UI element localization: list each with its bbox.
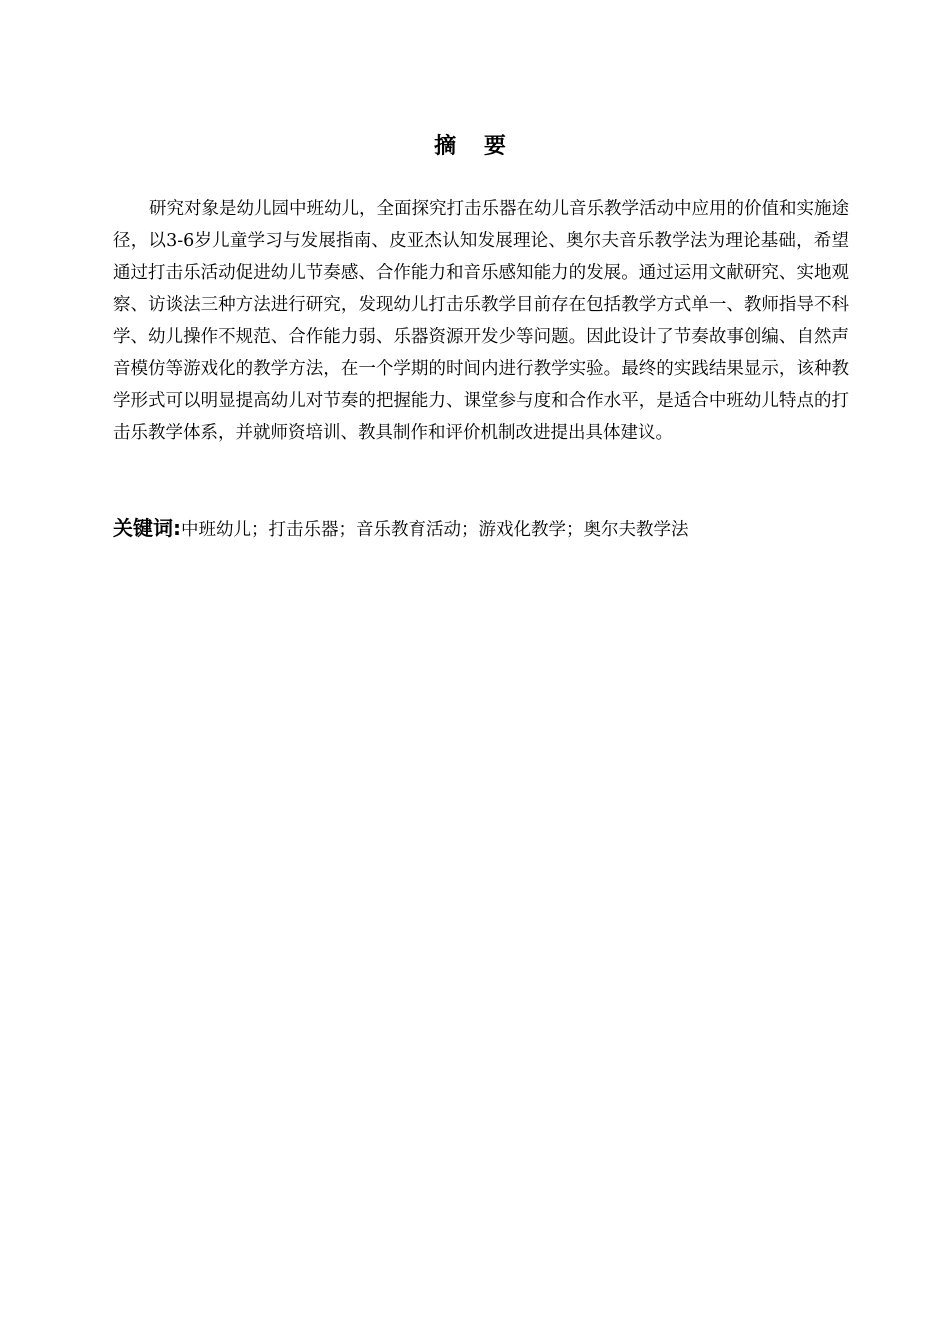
abstract-title: 摘 要 [434, 134, 516, 159]
abstract-body: 研究对象是幼儿园中班幼儿，全面探究打击乐器在幼儿音乐教学活动中应用的价值和实施途径，以3-6岁儿童学习与发展指南、皮亚杰认知发展理论、奥尔夫音乐教学法为理论基础，希望通过打击乐活动促进幼儿节奏感、合作能力和音乐感知能力的发展。通过运用文献研究、实地观察、访谈法三种方法进行研究，发现幼儿打击乐教学目前存在包括教学方式单一、教师指导不科学、幼儿操作不规范、合作能力弱、乐器资源开发少等问题。因此设计了节奏故事创编、自然声音模仿等游戏化的教学方法，在一个学期的时间内进行教学实验。最终的实践结果显示，该种教学形式可以明显提高幼儿对节奏的把握能力、课堂参与度和合作水平，是适合中班幼儿特点的打击乐教学体系，并就师资培训、教具制作和评价机制改进提出具体建议。 [113, 199, 849, 443]
keywords-line [113, 512, 849, 546]
keywords-values: 中班幼儿；打击乐器；音乐教育活动；游戏化教学；奥尔夫教学法 [181, 520, 689, 540]
keywords-label: 关键词: [113, 516, 181, 540]
